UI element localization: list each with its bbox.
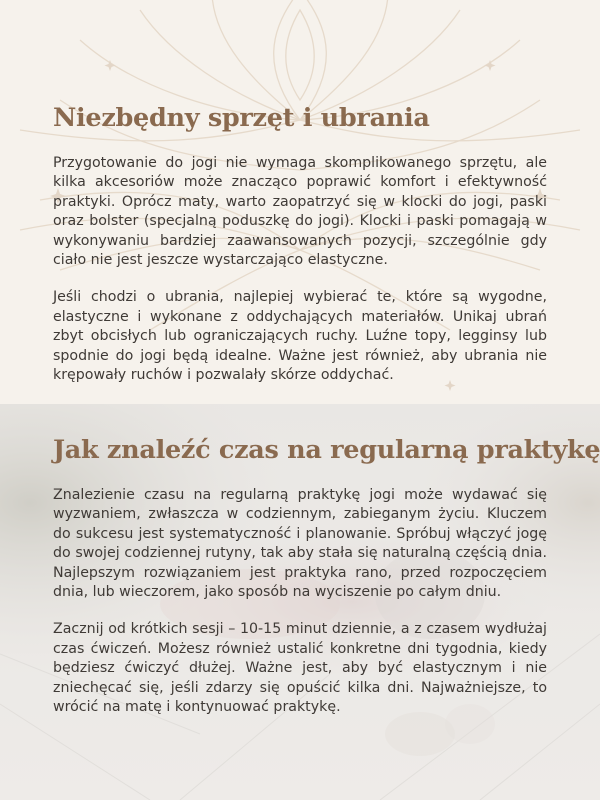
- paragraph: Znalezienie czasu na regularną praktykę jogi może wydawać się wyzwaniem, zwłaszcza w codziennym, zabieganym życiu. Kluczem do sukcesu jest systematyczność i planowanie. Spróbuj włączyć jogę do swojej codziennej rutyny, tak aby stała się naturalną częścią dnia. Najlepszym rozwiązaniem jest praktyka rano, przed rozpoczęciem dnia, lub wieczorem, jako sposób na wyciszenie po całym dniu.: [53, 487, 547, 601]
- paragraph: Zacznij od krótkich sesji – 10-15 minut dziennie, a z czasem wydłużaj czas ćwiczeń. Możesz również ustalić konkretne dni tygodnia, kiedy będziesz ćwiczyć dłużej. Ważne jest, aby być elastycznym i nie zniechęcać się, jeśli zdarzy się opuścić kilka dni. Najważniejsze, to wrócić na matę i kontynuować praktykę.: [53, 621, 547, 716]
- section-heading-equipment: Niezbędny sprzęt i ubrania: [53, 103, 430, 133]
- paragraph: Przygotowanie do jogi nie wymaga skomplikowanego sprzętu, ale kilka akcesoriów może znacząco poprawić komfort i efektywność praktyki. Oprócz maty, warto zaopatrzyć się w klocki do jogi, paski oraz bolster (specjalną poduszkę do jogi). Klocki i paski pomagają w wykonywaniu bardziej zaawansowanych pozycji, szczególnie gdy ciało nie jest jeszcze wystarczająco elastyczne.: [53, 155, 547, 269]
- section-body-equipment: [53, 154, 547, 385]
- section-body-practice-time: [53, 486, 547, 717]
- paragraph: Jeśli chodzi o ubrania, najlepiej wybierać te, które są wygodne, elastyczne i wykonane z oddychających materiałów. Unikaj ubrań zbyt obcisłych lub ograniczających ruchy. Luźne topy, legginsy lub spodnie do jogi będą idealne. Ważne jest również, aby ubrania nie krępowały ruchów i pozwalały skórze oddychać.: [53, 289, 547, 384]
- section-heading-practice-time: Jak znaleźć czas na regularną praktykę: [53, 435, 600, 465]
